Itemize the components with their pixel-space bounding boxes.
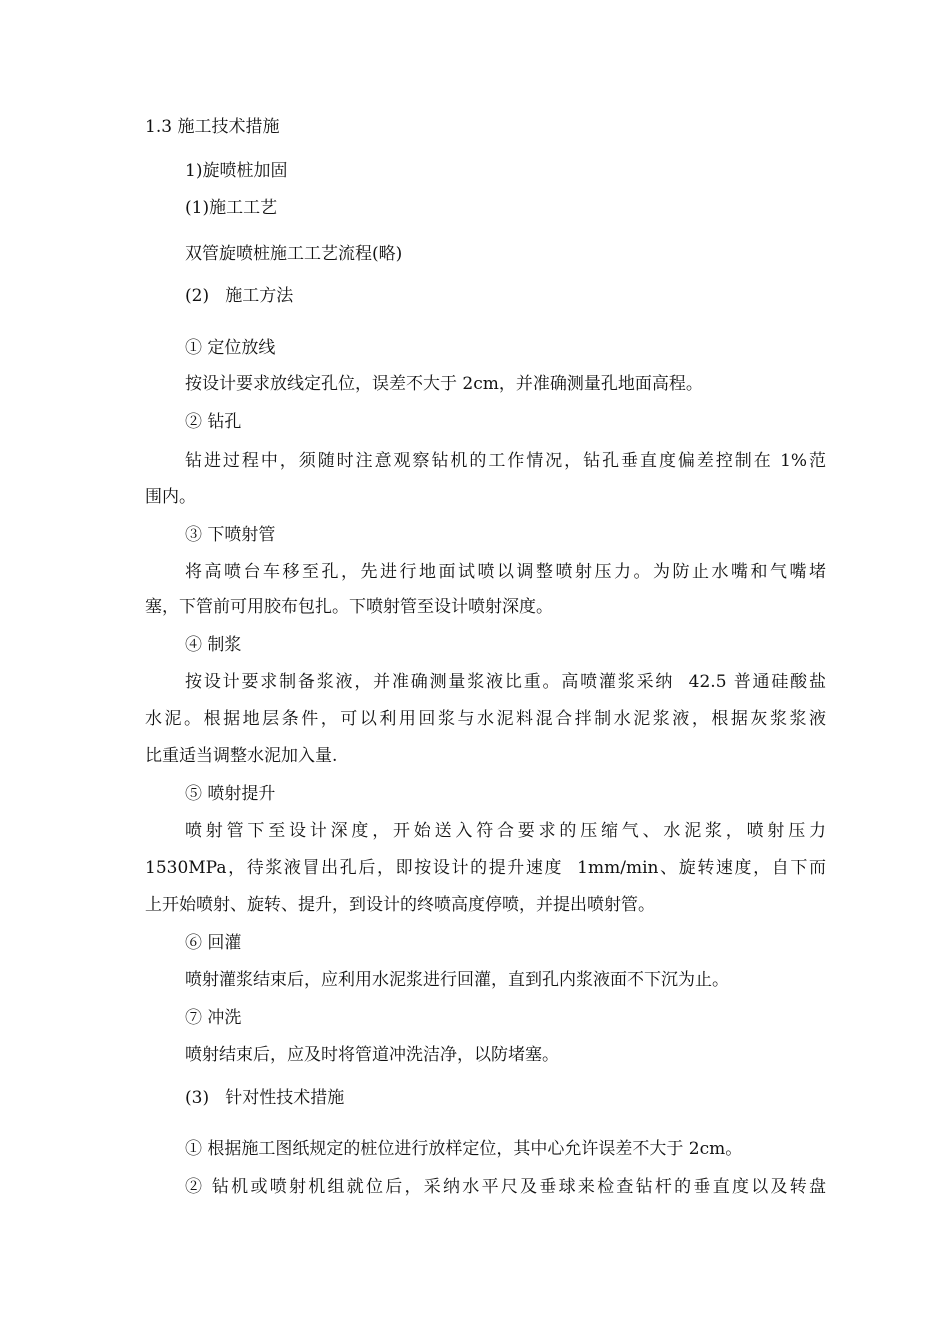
step-4-line-2: 水泥。根据地层条件，可以利用回浆与水泥料混合拌制水泥浆液，根据灰浆浆液 xyxy=(145,709,826,729)
step-4-line-1: 按设计要求制备浆液，并准确测量浆液比重。高喷灌浆采纳 42.5 普通硅酸盐 xyxy=(185,672,826,692)
section-title: 1.3 施工技术措施 xyxy=(145,117,280,137)
step-5-line-2: 1530MPa，待浆液冒出孔后，即按设计的提升速度 1mm/min、旋转速度，自下而 xyxy=(145,858,826,878)
step-4-line-3: 比重适当调整水泥加入量. xyxy=(145,746,338,766)
step-3-line-1: 将高喷台车移至孔，先进行地面试喷以调整喷射压力。为防止水嘴和气嘴堵 xyxy=(185,562,826,582)
step-6-heading: ⑥ 回灌 xyxy=(185,933,242,953)
step-7-heading: ⑦ 冲洗 xyxy=(185,1008,242,1028)
step-3-line-2: 塞，下管前可用胶布包扎。下喷射管至设计喷射深度。 xyxy=(145,597,553,617)
subsection-title: 1)旋喷桩加固 xyxy=(185,161,288,181)
step-7-line-1: 喷射结束后，应及时将管道冲洗洁净，以防堵塞。 xyxy=(185,1045,559,1065)
step-6-line-1: 喷射灌浆结束后，应利用水泥浆进行回灌，直到孔内浆液面不下沉为止。 xyxy=(185,970,729,990)
step-3-heading: ③ 下喷射管 xyxy=(185,525,276,545)
step-1-line-1: 按设计要求放线定孔位，误差不大于 2cm，并准确测量孔地面高程。 xyxy=(185,374,703,394)
step-2-heading: ② 钻孔 xyxy=(185,412,242,432)
step-2-line-2: 围内。 xyxy=(145,487,196,507)
item-3-heading: (3) 针对性技术措施 xyxy=(185,1088,345,1108)
step-2-line-1: 钻进过程中，须随时注意观察钻机的工作情况，钻孔垂直度偏差控制在 1%范 xyxy=(185,451,826,471)
step-5-line-3: 上开始喷射、旋转、提升，到设计的终喷高度停喷，并提出喷射管。 xyxy=(145,895,655,915)
item-3-line-1: ① 根据施工图纸规定的桩位进行放样定位，其中心允许误差不大于 2cm。 xyxy=(185,1139,743,1159)
step-4-heading: ④ 制浆 xyxy=(185,635,242,655)
item-1-text: 双管旋喷桩施工工艺流程(略) xyxy=(185,244,403,264)
item-3-line-2: ② 钻机或喷射机组就位后，采纳水平尺及垂球来检查钻杆的垂直度以及转盘 xyxy=(185,1177,826,1197)
item-1-heading: (1)施工工艺 xyxy=(185,198,278,218)
item-2-heading: (2) 施工方法 xyxy=(185,286,294,306)
step-5-line-1: 喷射管下至设计深度，开始送入符合要求的压缩气、水泥浆，喷射压力 xyxy=(185,821,826,841)
step-5-heading: ⑤ 喷射提升 xyxy=(185,784,276,804)
step-1-heading: ① 定位放线 xyxy=(185,338,276,358)
